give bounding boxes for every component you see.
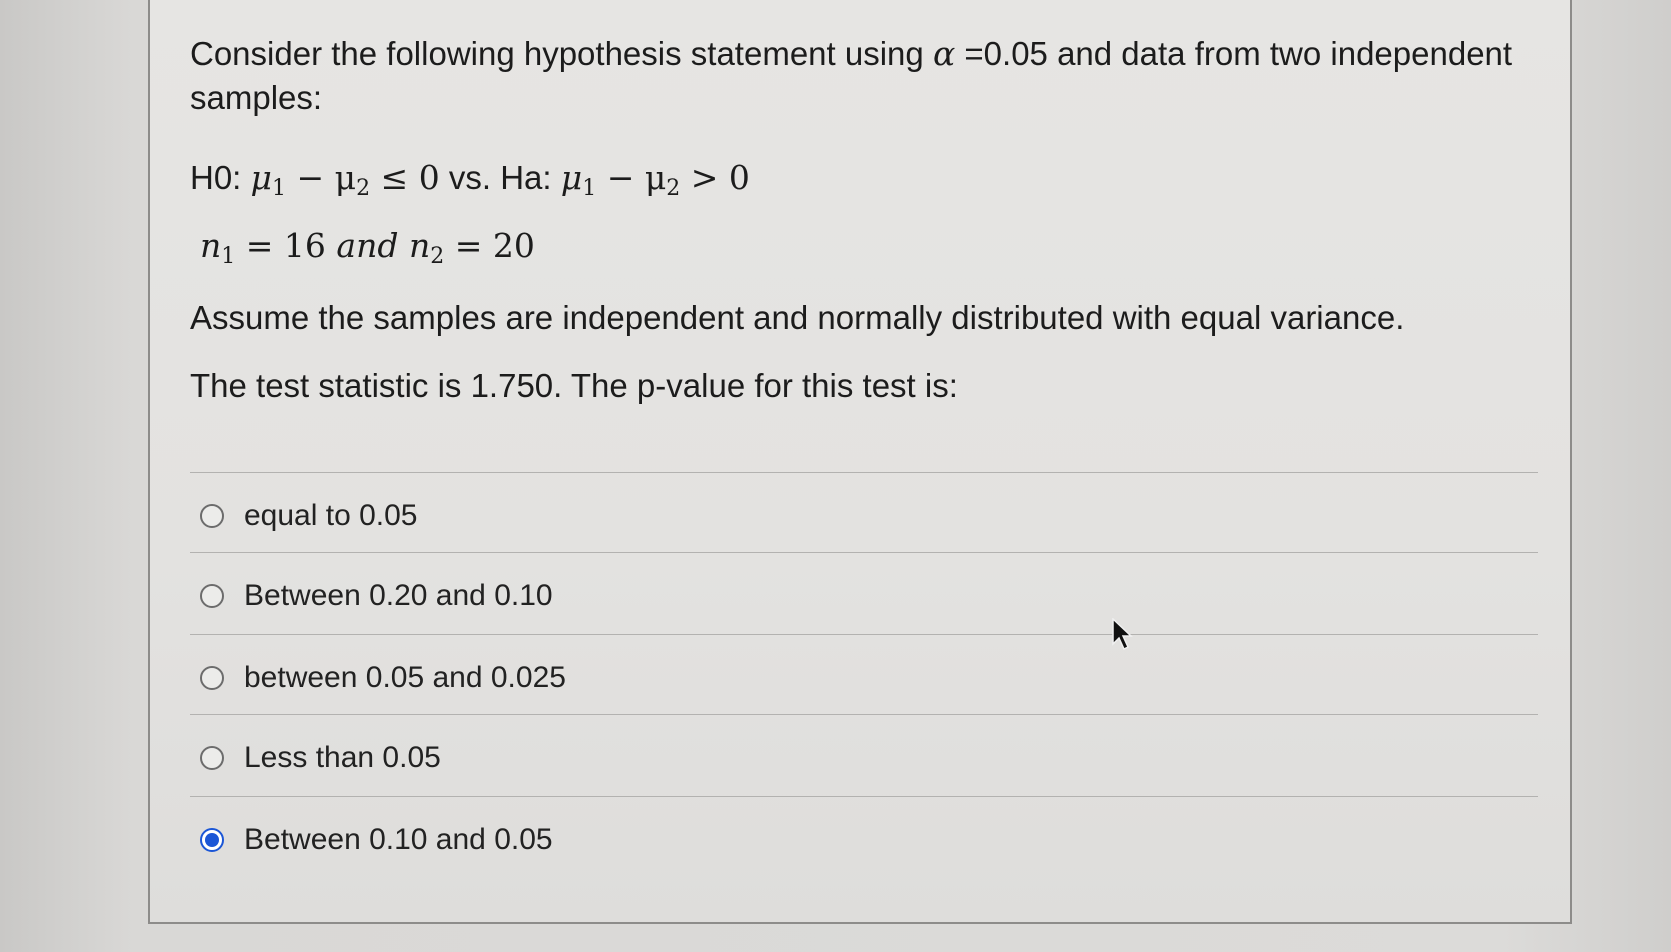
question-card <box>148 0 1572 924</box>
ha-label: vs. Ha: <box>448 159 552 196</box>
radio-unchecked-icon[interactable] <box>200 504 224 528</box>
option-between-0-10-and-0-05[interactable] <box>200 820 553 860</box>
sample-sizes-line <box>200 226 535 277</box>
sample-sizes-expression: $n_1 = 16$ and $n_2 = 20$ <box>200 226 535 269</box>
option-label: equal to 0.05 <box>244 499 418 532</box>
option-between-0-05-and-0-025[interactable] <box>200 658 566 698</box>
radio-unchecked-icon[interactable] <box>200 666 224 690</box>
option-label: between 0.05 and 0.025 <box>244 661 566 694</box>
option-between-0-20-and-0-10[interactable] <box>200 576 553 616</box>
option-equal-to-0-05[interactable] <box>200 496 417 536</box>
hypothesis-line <box>190 158 750 209</box>
question-intro-line-2 <box>190 78 322 118</box>
radio-unchecked-icon[interactable] <box>200 584 224 608</box>
radio-checked-icon[interactable] <box>200 828 224 852</box>
divider <box>190 796 1538 797</box>
divider <box>190 552 1538 553</box>
question-prompt: The test statistic is 1.750. The p-value for this test is: <box>190 367 958 404</box>
radio-dot <box>205 833 219 847</box>
option-less-than-0-05[interactable] <box>200 738 441 778</box>
question-intro-text: Consider the following hypothesis statement using <box>190 35 924 72</box>
option-label: Less than 0.05 <box>244 741 441 774</box>
radio-unchecked-icon[interactable] <box>200 746 224 770</box>
divider <box>190 714 1538 715</box>
h0-label: H0: <box>190 159 242 196</box>
question-intro-text-2: =0.05 and data from two independent <box>964 35 1513 72</box>
question-intro-text-3: samples: <box>190 79 323 116</box>
mouse-pointer-icon <box>1112 618 1134 652</box>
alpha-symbol: α <box>932 34 956 73</box>
assumption-text: Assume the samples are independent and normally distributed with equal variance. <box>190 299 1405 336</box>
divider <box>190 472 1538 473</box>
h0-expression: $\mu_1 - \mu_2 \le 0$ <box>250 158 440 201</box>
divider <box>190 634 1538 635</box>
option-label: Between 0.20 and 0.10 <box>244 579 553 612</box>
ha-expression: $\mu_1 - \mu_2 > 0$ <box>560 158 750 201</box>
option-label: Between 0.10 and 0.05 <box>244 823 553 856</box>
question-intro-line-1 <box>190 34 1512 74</box>
